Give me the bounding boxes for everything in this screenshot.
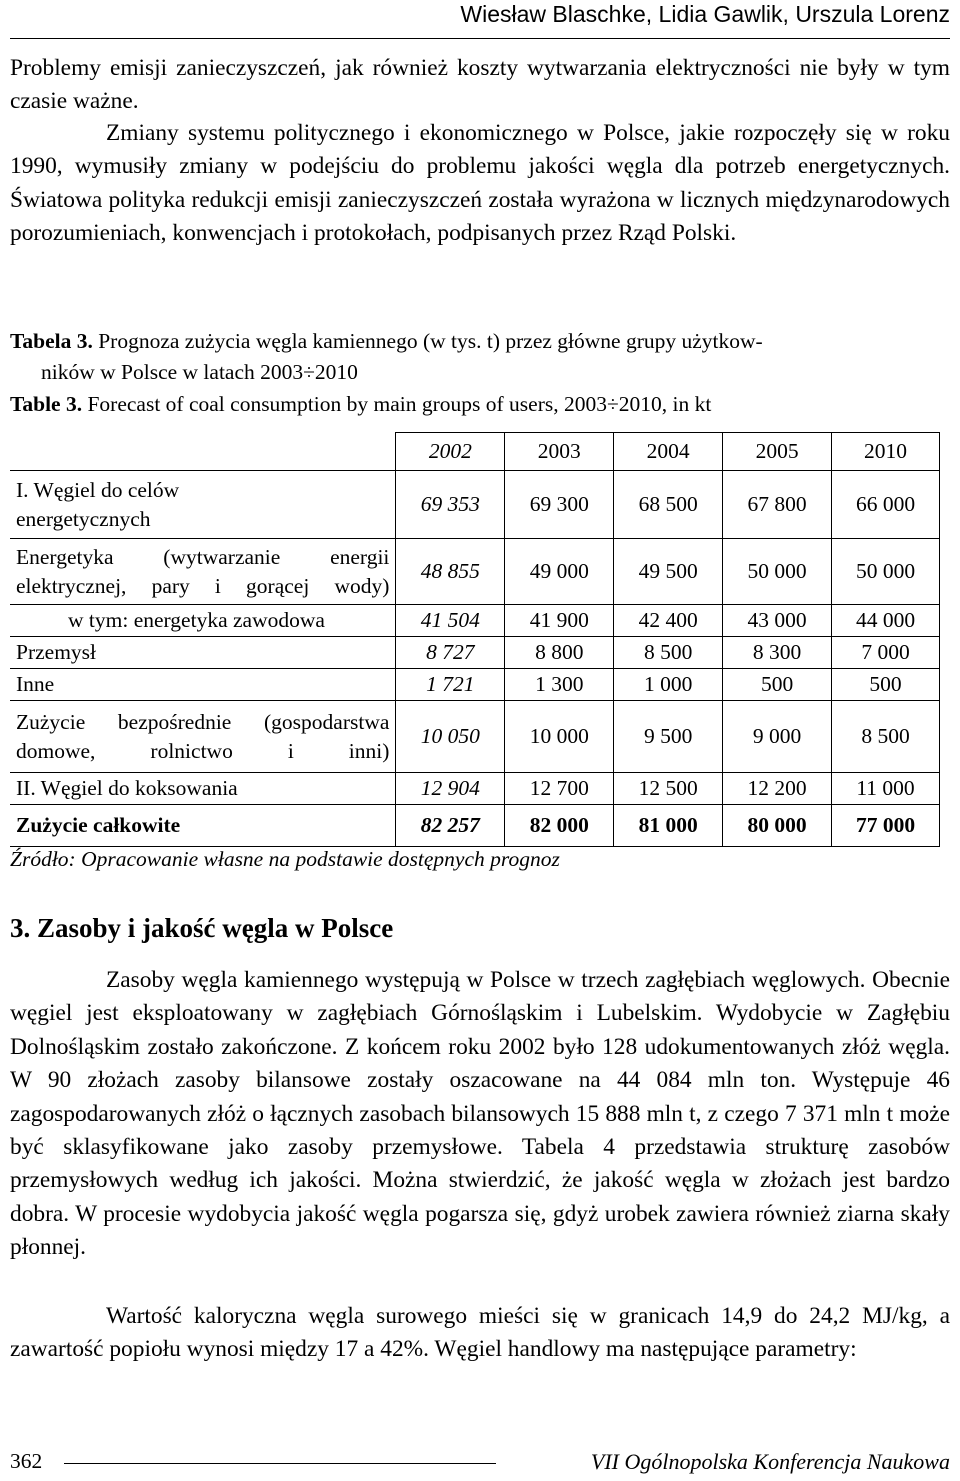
table-cell: 77 000 [832, 805, 940, 847]
year-header: 2002 [396, 433, 505, 471]
table-cell: 12 200 [723, 773, 832, 805]
table-caption-pl [10, 326, 950, 357]
header-authors: Wiesław Blaschke, Lidia Gawlik, Urszula Lorenz [460, 1, 950, 27]
table-row [10, 669, 940, 701]
table-cell: 66 000 [832, 471, 940, 539]
table-cell: 42 400 [614, 605, 723, 637]
table-cell: 69 300 [505, 471, 614, 539]
table-cell: 12 700 [505, 773, 614, 805]
table-cell: 1 300 [505, 669, 614, 701]
table-cell: 82 257 [396, 805, 505, 847]
row-label: I. Węgiel do celów energetycznych [10, 471, 396, 539]
running-header [10, 0, 950, 39]
table-cell: 44 000 [832, 605, 940, 637]
caption-pl-text-line2: ników w Polsce w latach 2003÷2010 [41, 360, 358, 384]
table-cell: 7 000 [832, 637, 940, 669]
table-header-row [10, 433, 940, 471]
table-caption-en [10, 389, 950, 420]
table-cell: 8 500 [614, 637, 723, 669]
table-cell: 12 500 [614, 773, 723, 805]
paragraph-3: Zasoby węgla kamiennego występują w Polsce w trzech zagłębiach węglowych. Obecnie węgiel jest eksploatowany w zagłębiach Górnośląskim i Lubelskim. Wydobycie w Zagłębiu Dolnośląskim zostało zakończone. Z końcem roku 2002 było 128 udokumentowanych złóż węgla. W 90 złożach zasoby bilansowe zostały oszacowane na 44 084 mln ton. Występuje 46 zagospodarowanych złóż o łącznych zasobach bilansowych 15 888 mln t, z czego 7 371 mln t może być sklasyfikowane jako zasoby przemysłowe. Tabela 4 przedstawia strukturę zasobów przemysłowych według ich jakości. Można stwierdzić, że jakość węgla w złożach jest bardzo dobra. W procesie wydobycia jakość węgla pogarsza się, gdyż urobek zawiera również ziarna skały płonnej. [10, 967, 950, 1261]
caption-en-label: Table 3. [10, 392, 83, 416]
table-row [10, 605, 940, 637]
footer-conference: VII Ogólnopolska Konferencja Naukowa [590, 1449, 950, 1474]
table-row-total [10, 805, 940, 847]
row-label: Inne [10, 669, 396, 701]
table-cell: 68 500 [614, 471, 723, 539]
table-row [10, 773, 940, 805]
table-cell: 48 855 [396, 539, 505, 605]
table-row [10, 637, 940, 669]
table-cell: 41 900 [505, 605, 614, 637]
section-heading: 3. Zasoby i jakość węgla w Polsce [10, 913, 394, 943]
table-cell: 9 500 [614, 701, 723, 773]
table-cell: 10 050 [396, 701, 505, 773]
table-cell: 80 000 [723, 805, 832, 847]
table-cell: 43 000 [723, 605, 832, 637]
table-cell: 1 000 [614, 669, 723, 701]
footer-divider [64, 1463, 496, 1464]
caption-pl-label: Tabela 3. [10, 329, 93, 353]
table-cell: 8 300 [723, 637, 832, 669]
table-cell: 8 800 [505, 637, 614, 669]
table-cell: 67 800 [723, 471, 832, 539]
year-header: 2010 [832, 433, 940, 471]
caption-en-text: Forecast of coal consumption by main groups of users, 2003÷2010, in kt [87, 392, 712, 416]
year-header: 2005 [723, 433, 832, 471]
paragraph-4: Wartość kaloryczna węgla surowego mieści się w granicach 14,9 do 24,2 MJ/kg, a zawartość popiołu wynosi między 17 a 42%. Węgiel handlowy ma następujące parametry: [10, 1303, 950, 1363]
paragraph-2: Zmiany systemu politycznego i ekonomicznego w Polsce, jakie rozpoczęły się w roku 1990, wymusiły zmiany w podejściu do problemu jakości węgla dla potrzeb energetycznych. Światowa polityka redukcji emisji zanieczyszczeń została wyrażona w licznych międzynarodowych porozumieniach, konwencjach i protokołach, podpisanych przez Rząd Polski. [10, 120, 950, 247]
row-label: Zużycie całkowite [10, 805, 396, 847]
table-cell: 8 727 [396, 637, 505, 669]
table-cell: 1 721 [396, 669, 505, 701]
forecast-table [10, 432, 940, 847]
table-row [10, 471, 940, 539]
table-row [10, 539, 940, 605]
row-label: II. Węgiel do koksowania [10, 773, 396, 805]
table-source-note: Źródło: Opracowanie własne na podstawie dostępnych prognoz [10, 847, 560, 871]
table-cell: 500 [723, 669, 832, 701]
table-cell: 10 000 [505, 701, 614, 773]
table-cell: 81 000 [614, 805, 723, 847]
table-cell: 11 000 [832, 773, 940, 805]
row-label: Energetyka (wytwarzanie energii elektrycznej, pary i gorącej wody) [10, 539, 396, 605]
table-cell: 49 500 [614, 539, 723, 605]
caption-pl-text: Prognoza zużycia węgla kamiennego (w tys. t) przez główne grupy użytkow- [98, 329, 763, 353]
page-number: 362 [10, 1449, 43, 1473]
year-header: 2004 [614, 433, 723, 471]
row-label: w tym: energetyka zawodowa [10, 605, 396, 637]
table-cell: 500 [832, 669, 940, 701]
row-label: Zużycie bezpośrednie (gospodarstwa domowe, rolnictwo i inni) [10, 701, 396, 773]
header-blank-cell [10, 433, 396, 471]
table-cell: 49 000 [505, 539, 614, 605]
table-cell: 9 000 [723, 701, 832, 773]
table-cell: 12 904 [396, 773, 505, 805]
table-cell: 41 504 [396, 605, 505, 637]
paragraph-1: Problemy emisji zanieczyszczeń, jak również koszty wytwarzania elektryczności nie były w tym czasie ważne. [10, 55, 950, 115]
year-header: 2003 [505, 433, 614, 471]
table-cell: 69 353 [396, 471, 505, 539]
table-row [10, 701, 940, 773]
table-cell: 50 000 [723, 539, 832, 605]
table-cell: 50 000 [832, 539, 940, 605]
row-label: Przemysł [10, 637, 396, 669]
table-cell: 82 000 [505, 805, 614, 847]
table-cell: 8 500 [832, 701, 940, 773]
